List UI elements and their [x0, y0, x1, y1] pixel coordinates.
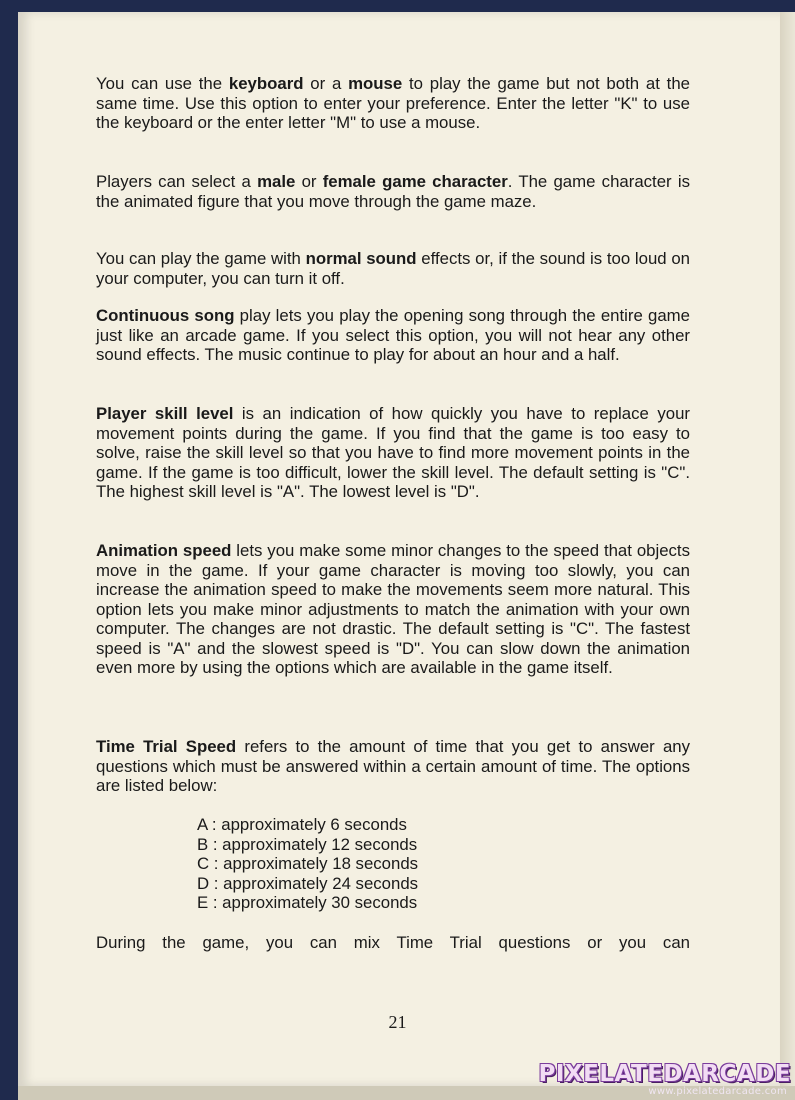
text: to play the game but not both at the same time. Use this option to enter your preference. Enter the letter "K" to use the keyboard or the enter letter "M" to use a mouse. — [96, 74, 690, 132]
text: . The game character is the animated figure that you move through the game maze. — [96, 172, 690, 211]
text: effects or, if the sound is too loud on your computer, you can turn it off. — [96, 249, 690, 288]
paragraph-animation-speed — [96, 541, 690, 678]
bold-player-skill-level: Player skill level — [96, 404, 234, 423]
page-edge — [780, 12, 795, 1086]
text: refers to the amount of time that you get to answer any questions which must be answered within a certain amount of time. The options are listed below: — [96, 737, 691, 795]
paragraph-input-device — [96, 74, 690, 133]
page-number: 21 — [388, 1012, 407, 1032]
text: or — [295, 172, 323, 191]
bold-mouse: mouse — [348, 74, 403, 93]
time-options-list — [197, 815, 497, 913]
text: Players can select a — [96, 172, 258, 191]
bold-time-trial-speed: Time Trial Speed — [96, 737, 237, 756]
text: During the game, you can mix Time Trial questions or you can — [96, 933, 690, 952]
bold-normal-sound: normal sound — [305, 249, 417, 268]
bold-keyboard: keyboard — [228, 74, 304, 93]
watermark-url: www.pixelatedarcade.com — [648, 1086, 787, 1097]
paragraph-sound — [96, 249, 690, 288]
text: play lets you play the opening song through the entire game just like an arcade game. If you select this option, you will not hear any other sound effects. The music continue to play for about an hour and a half. — [96, 306, 690, 364]
text: or a — [303, 74, 349, 93]
text: lets you make some minor changes to the speed that objects move in the game. If your game character is moving too slowly, you can increase the animation speed to make the movements seem more natural. This option lets you make minor adjustments to match the animation with your own computer. The changes are not drastic. The default setting is "C". The fastest speed is "A" and the slowest speed is "D". You can slow down the animation even more by using the options which are available in the game itself. — [96, 541, 690, 677]
paragraph-continuous-song — [96, 306, 690, 365]
paragraph-time-trial — [96, 737, 690, 796]
bold-male: male — [257, 172, 296, 191]
text: You can play the game with — [96, 249, 306, 268]
paragraph-during-game — [96, 933, 690, 953]
bold-continuous-song: Continuous song — [96, 306, 235, 325]
paragraph-character — [96, 172, 690, 211]
list-item: C : approximately 18 seconds — [197, 854, 419, 874]
list-item: B : approximately 12 seconds — [197, 834, 418, 854]
watermark — [538, 1062, 791, 1097]
bold-female-character: female game character — [322, 172, 508, 191]
text: You can use the — [96, 74, 229, 93]
paragraph-skill-level — [96, 404, 690, 502]
watermark-title: PIXELATEDARCADE — [538, 1061, 791, 1087]
text: is an indication of how quickly you have to replace your movement points during the game. If you find that the game is too easy to solve, raise the skill level so that you have to find more movement points in the game. If the game is too difficult, lower the skill level. The default setting is "C". The highest skill level is "A". The lowest level is "D". — [96, 404, 690, 501]
list-item: A : approximately 6 seconds — [197, 815, 407, 834]
list-item: E : approximately 30 seconds — [197, 893, 418, 913]
list-item: D : approximately 24 seconds — [197, 873, 419, 893]
bold-animation-speed: Animation speed — [96, 541, 232, 560]
